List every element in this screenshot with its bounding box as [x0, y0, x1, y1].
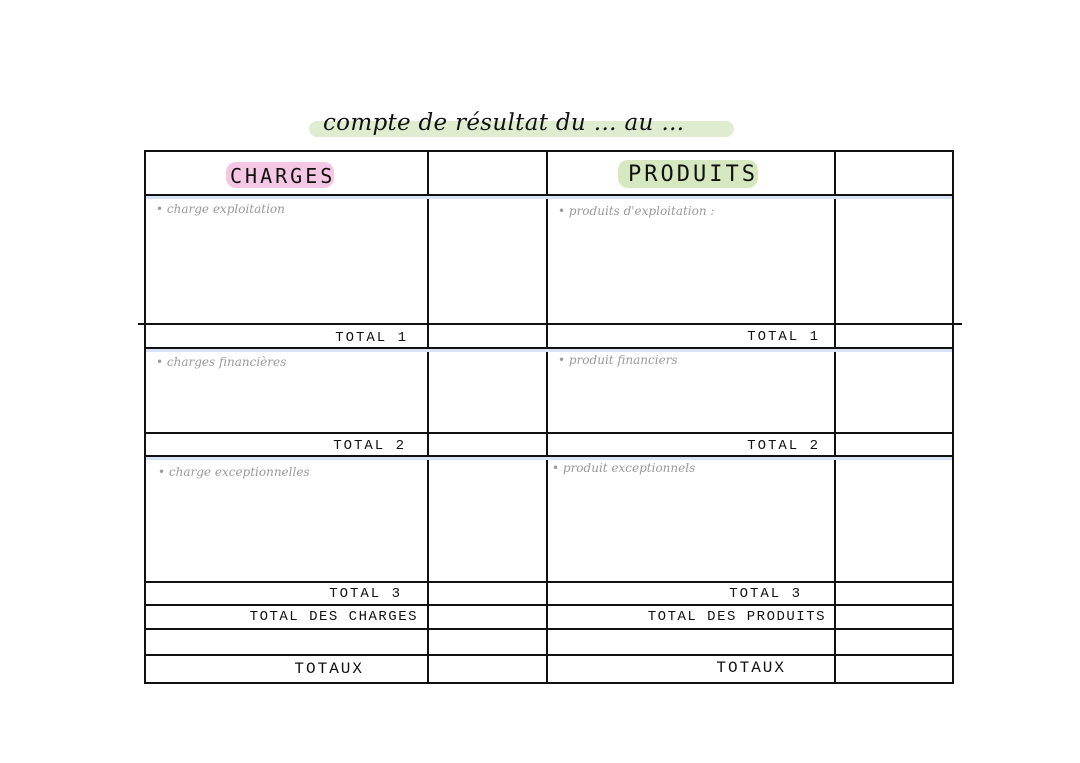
section-charges-exceptionnelles: • charge exceptionnelles	[158, 465, 310, 479]
total2-top-line	[146, 432, 952, 434]
charges-total3-label: TOTAL 3	[329, 586, 402, 602]
produits-total1-label: TOTAL 1	[747, 329, 820, 345]
charges-total2-label: TOTAL 2	[333, 438, 406, 454]
totaux-right-label: TOTAUX	[716, 659, 786, 677]
total1-top-line	[138, 323, 962, 325]
totals-bottom-line	[146, 628, 952, 630]
charges-header: CHARGES	[230, 164, 336, 188]
produits-total2-label: TOTAL 2	[747, 438, 820, 454]
totaux-left-label: TOTAUX	[294, 660, 364, 678]
charges-total1-label: TOTAL 1	[335, 330, 408, 346]
section-produit-exceptionnels: • produit exceptionnels	[552, 461, 696, 475]
total-des-produits-label: TOTAL DES PRODUITS	[647, 609, 826, 625]
total3-bottom-line	[146, 604, 952, 606]
section-produit-financiers: • produit financiers	[558, 353, 678, 367]
total2-blue-line	[146, 457, 952, 460]
total1-blue-line	[146, 349, 952, 352]
title-banner	[305, 108, 735, 144]
produits-total3-label: TOTAL 3	[729, 586, 802, 602]
produits-header: PRODUITS	[628, 162, 758, 187]
total3-top-line	[146, 581, 952, 583]
total-des-charges-label: TOTAL DES CHARGES	[249, 609, 418, 625]
blank-row-bottom-line	[146, 654, 952, 656]
section-produits-exploitation: • produits d'exploitation :	[558, 204, 715, 218]
section-charges-financieres: • charges financières	[156, 355, 287, 369]
income-statement-table	[144, 150, 954, 684]
divider-center	[546, 152, 548, 682]
section-charges-exploitation: • charge exploitation	[156, 202, 285, 216]
header-blue-line	[146, 196, 952, 199]
page-title: compte de résultat du … au …	[323, 110, 685, 136]
divider-produits-amount	[834, 152, 836, 682]
divider-charges-amount	[427, 152, 429, 682]
